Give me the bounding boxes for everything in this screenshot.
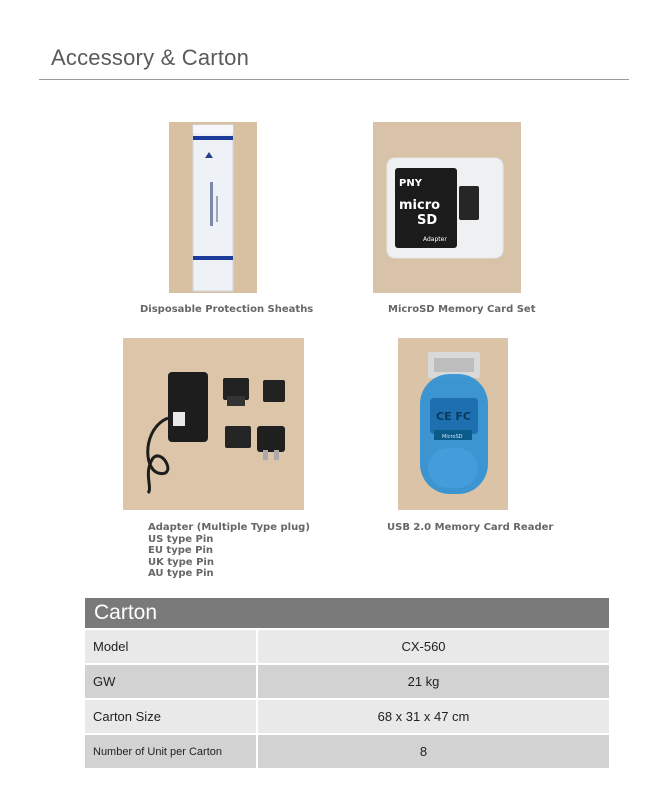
sheaths-image bbox=[169, 122, 257, 293]
adapter-image bbox=[123, 338, 304, 510]
table-row bbox=[85, 698, 609, 733]
adapter-photo bbox=[123, 338, 304, 510]
row-value: 8 bbox=[256, 735, 609, 768]
carton-heading: Carton bbox=[85, 598, 609, 628]
row-label: Number of Unit per Carton bbox=[93, 745, 222, 758]
row-label: Model bbox=[93, 639, 129, 654]
svg-text:MicroSD: MicroSD bbox=[442, 434, 463, 440]
title-divider bbox=[39, 79, 629, 80]
caption-adapter-line: EU type Pin bbox=[148, 545, 214, 556]
svg-text:Adapter: Adapter bbox=[423, 236, 447, 243]
sheaths-photo bbox=[169, 122, 257, 293]
row-label: GW bbox=[93, 674, 116, 689]
reader-photo bbox=[398, 338, 508, 510]
row-value: 68 x 31 x 47 cm bbox=[256, 700, 609, 733]
page-title: Accessory & Carton bbox=[51, 45, 250, 70]
caption-microsd: MicroSD Memory Card Set bbox=[388, 304, 536, 315]
caption-reader: USB 2.0 Memory Card Reader bbox=[387, 522, 554, 533]
row-value: 21 kg bbox=[256, 665, 609, 698]
reader-image bbox=[398, 338, 508, 510]
svg-text:micro: micro bbox=[399, 198, 441, 213]
microsd-photo bbox=[373, 122, 521, 293]
carton-table bbox=[85, 598, 609, 768]
svg-text:CE FC: CE FC bbox=[436, 410, 472, 423]
svg-text:SD: SD bbox=[417, 213, 438, 228]
caption-adapter bbox=[148, 522, 310, 580]
table-row bbox=[85, 628, 609, 663]
caption-adapter-line: AU type Pin bbox=[148, 568, 214, 579]
row-label: Carton Size bbox=[93, 709, 161, 724]
caption-adapter-line: US type Pin bbox=[148, 533, 214, 545]
pny-logo: PNY bbox=[399, 178, 422, 189]
microsd-image bbox=[373, 122, 521, 293]
caption-adapter-line: Adapter (Multiple Type plug) bbox=[148, 522, 310, 533]
row-value: CX-560 bbox=[256, 630, 609, 663]
table-row bbox=[85, 733, 609, 768]
caption-sheaths: Disposable Protection Sheaths bbox=[140, 304, 314, 315]
table-row bbox=[85, 663, 609, 698]
caption-adapter-line: UK type Pin bbox=[148, 556, 214, 568]
